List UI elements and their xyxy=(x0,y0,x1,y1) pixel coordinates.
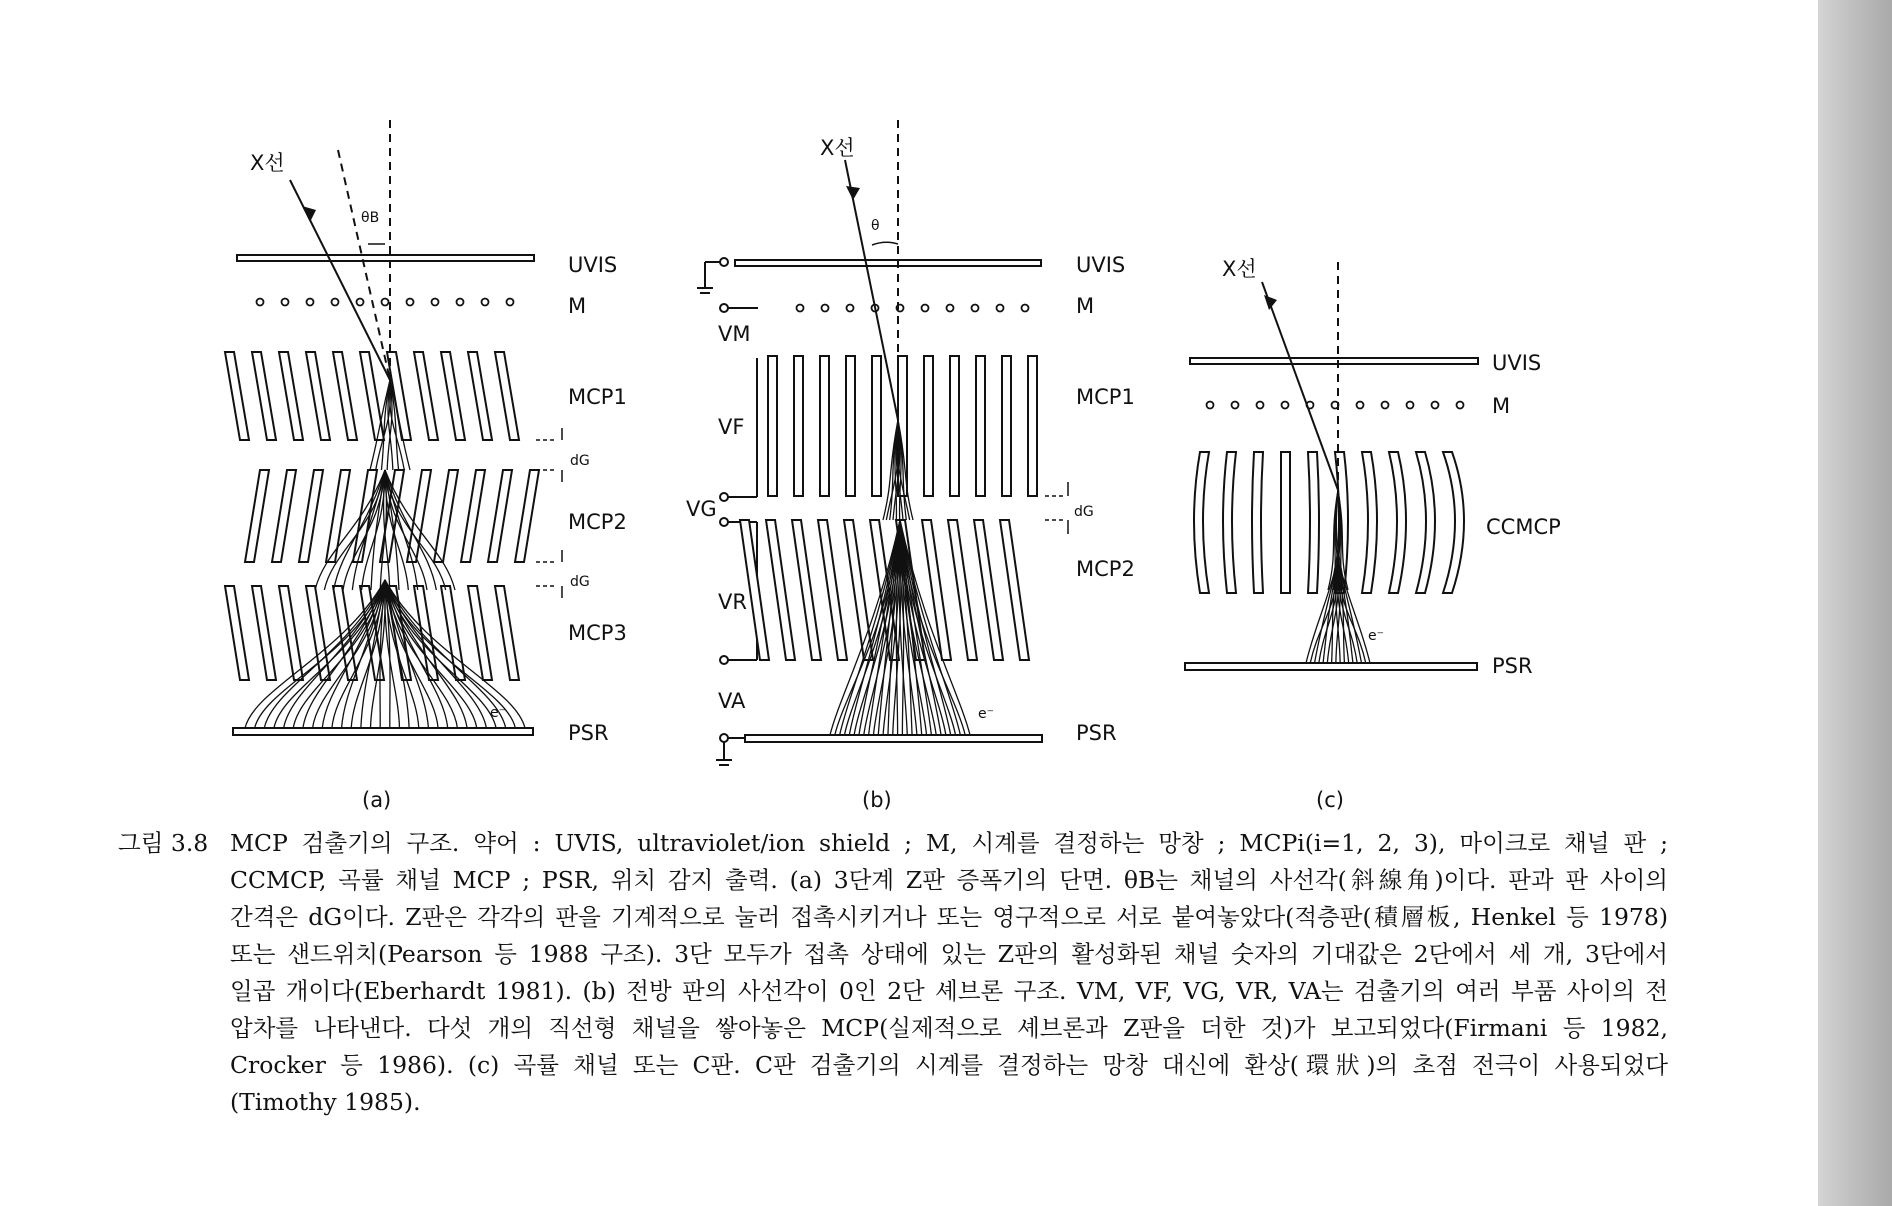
panel-b-xray-label: X선 xyxy=(820,136,855,160)
panel-b-angle-label: θ xyxy=(871,218,880,234)
panel-b-dg: dG xyxy=(1074,504,1094,520)
panel-c-layer-psr: PSR xyxy=(1492,654,1533,678)
panel-b-voltage-vr: VR xyxy=(718,590,747,614)
panel-b-voltage-va: VA xyxy=(718,689,746,713)
caption-line-1: MCP 검출기의 구조. 약어 : UVIS, ultraviolet/ion shield ; M, 시계를 결정하는 망창 ; MCPi(i=1, 2, 3), 마이크로 채널 판 ; xyxy=(230,829,1668,857)
panel-c-layer-ccmcp: CCMCP xyxy=(1486,515,1561,539)
caption-label: 그림 3.8 xyxy=(118,829,209,857)
panel-a-layer-psr: PSR xyxy=(568,721,609,745)
panel-a-layer-mcp3: MCP3 xyxy=(568,621,627,645)
panel-a-dg-2: dG xyxy=(570,574,590,590)
panel-a-layer-mcp2: MCP2 xyxy=(568,510,627,534)
panel-c-xray-label: X선 xyxy=(1222,257,1257,281)
panel-a-xray-label: X선 xyxy=(250,151,285,175)
caption-line-5: 일곱 개이다(Eberhardt 1981). (b) 전방 판의 사선각이 0인 2단 셰브론 구조. VM, VF, VG, VR, VA는 검출기의 여러 부품 사이의 전 xyxy=(230,977,1668,1005)
panel-c-layer-uvis: UVIS xyxy=(1492,351,1542,375)
panel-b-layer-psr: PSR xyxy=(1076,721,1117,745)
panel-a-layer-m: M xyxy=(568,294,587,318)
panel-b-electron-label: e⁻ xyxy=(978,706,995,722)
panel-c-caption-label: (c) xyxy=(1316,788,1344,812)
caption-line-7: Crocker 등 1986). (c) 곡률 채널 또는 C판. C판 검출기의 시계를 결정하는 망창 대신에 환상(環狀)의 초점 전극이 사용되었다 xyxy=(230,1051,1668,1079)
panel-b-layer-mcp2: MCP2 xyxy=(1076,557,1135,581)
panel-c-electron-label: e⁻ xyxy=(1368,628,1385,644)
panel-a-layer-uvis: UVIS xyxy=(568,253,618,277)
panel-b-caption-label: (b) xyxy=(862,788,892,812)
panel-b-voltage-vf: VF xyxy=(718,415,745,439)
panel-a-drawing xyxy=(225,120,562,735)
panel-a-angle-label: θB xyxy=(361,210,380,226)
panel-a-dg-1: dG xyxy=(570,453,590,469)
panel-b-layer-m: M xyxy=(1076,294,1095,318)
book-page-edge xyxy=(1818,0,1892,1206)
panel-a-electron-label: e⁻ xyxy=(490,705,507,721)
panel-a-layer-mcp1: MCP1 xyxy=(568,385,627,409)
panel-a-caption-label: (a) xyxy=(362,788,392,812)
caption-line-4: 또는 샌드위치(Pearson 등 1988 구조). 3단 모두가 접촉 상태에 있는 Z판의 활성화된 채널 숫자의 기대값은 2단에서 세 개, 3단에서 xyxy=(230,940,1668,968)
caption-text xyxy=(230,825,1668,1121)
panel-b-voltage-vm: VM xyxy=(718,322,751,346)
caption-line-2: CCMCP, 곡률 채널 MCP ; PSR, 위치 감지 출력. (a) 3단계 Z판 증폭기의 단면. θB는 채널의 사선각(斜線角)이다. 판과 판 사이의 xyxy=(230,866,1668,894)
panel-b-drawing xyxy=(697,120,1068,765)
caption-line-8: (Timothy 1985). xyxy=(230,1088,421,1116)
panel-c-drawing xyxy=(1185,262,1478,670)
panel-b-voltage-vg: VG xyxy=(686,497,717,521)
panel-c-layer-m: M xyxy=(1492,394,1511,418)
caption-line-6: 압차를 나타낸다. 다섯 개의 직선형 채널을 쌓아놓은 MCP(실제적으로 셰브론과 Z판을 더한 것)가 보고되었다(Firmani 등 1982, xyxy=(230,1014,1668,1042)
caption-line-3: 간격은 dG이다. Z판은 각각의 판을 기계적으로 눌러 접촉시키거나 또는 영구적으로 서로 붙여놓았다(적층판(積層板, Henkel 등 1978) xyxy=(230,903,1668,931)
panel-b-layer-mcp1: MCP1 xyxy=(1076,385,1135,409)
panel-b-layer-uvis: UVIS xyxy=(1076,253,1126,277)
